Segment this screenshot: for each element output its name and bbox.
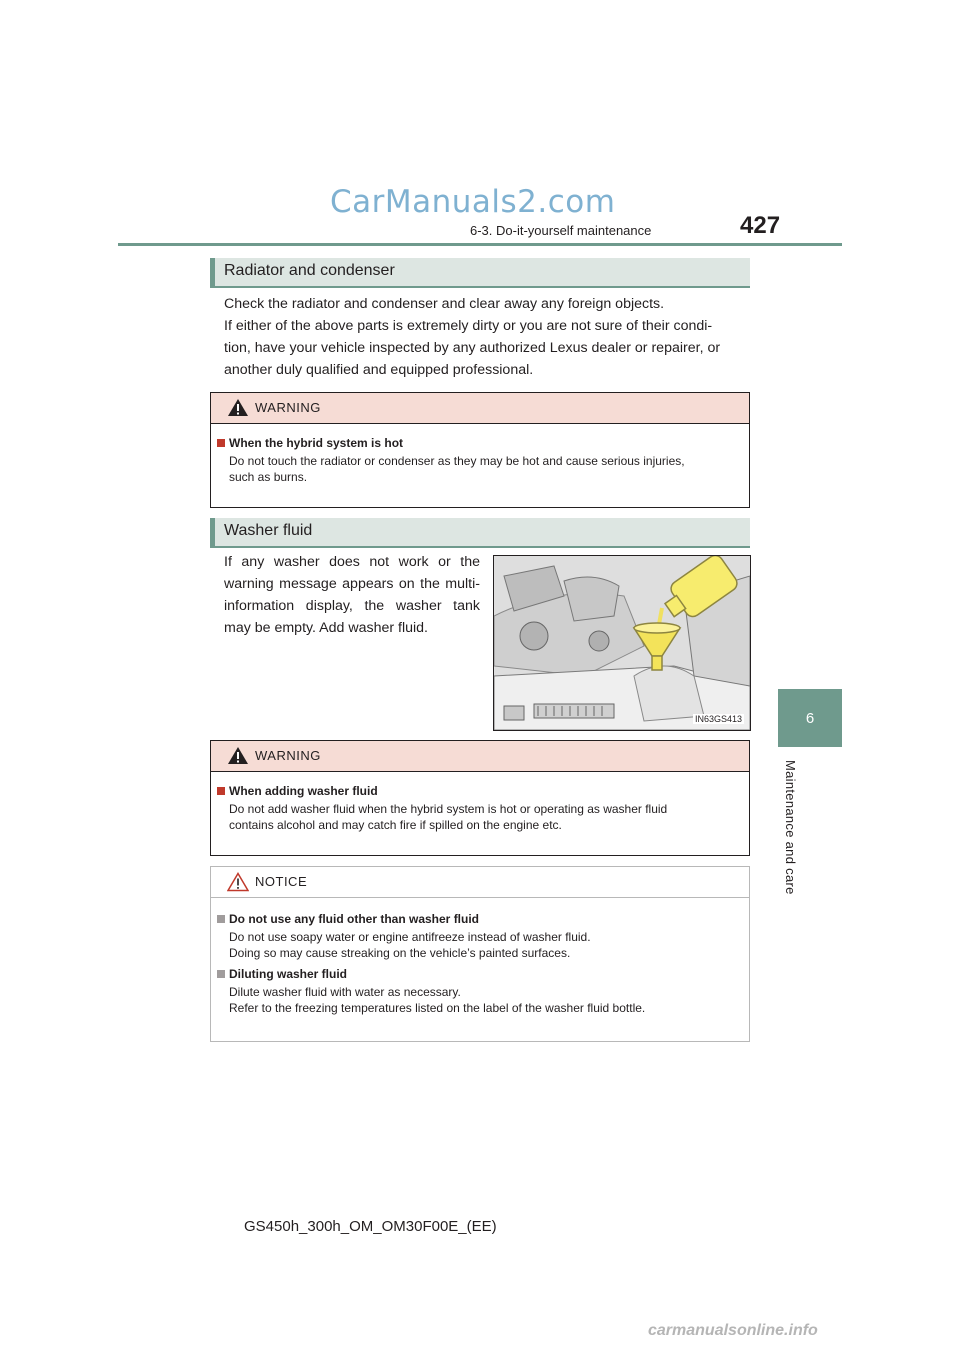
warning-header (211, 393, 749, 424)
notice-item-line: Do not use soapy water or engine antifreeze instead of washer fluid. (229, 930, 591, 944)
footer-code: GS450h_300h_OM_OM30F00E_(EE) (244, 1218, 497, 1235)
warning-item-body (211, 453, 749, 485)
chapter-tab[interactable]: 6 (778, 689, 842, 747)
radiator-paragraph-2-line: tion, have your vehicle inspected by any authorized Lexus dealer or repairer, or (224, 340, 721, 356)
image-code: IN63GS413 (694, 714, 742, 724)
warning-item-line: contains alcohol and may catch fire if spilled on the engine etc. (229, 818, 562, 832)
heading-bar (210, 518, 215, 548)
warning-header (211, 741, 749, 772)
warning-item-line: such as burns. (229, 470, 308, 484)
engine-bay-illustration (493, 555, 751, 731)
warning-triangle-icon (227, 398, 249, 417)
washer-line: warning message appears on the multi- (224, 576, 480, 592)
warning-title: WARNING (255, 400, 321, 415)
watermark-bottom: carmanualsonline.info (648, 1322, 818, 1339)
radiator-heading-text: Radiator and condenser (224, 262, 395, 279)
radiator-heading (210, 258, 750, 288)
washer-line: information display, the washer tank (224, 598, 480, 614)
washer-line: If any washer does not work or the (224, 554, 480, 570)
warning-item (211, 784, 749, 798)
notice-title: NOTICE (255, 874, 308, 889)
warning-item-title: When the hybrid system is hot (229, 436, 404, 450)
bullet-square-icon (217, 439, 225, 447)
washer-line: may be empty. Add washer fluid. (224, 620, 428, 636)
notice-item-line: Dilute washer fluid with water as necessary. (229, 985, 461, 999)
radiator-paragraph-1: Check the radiator and condenser and clear away any foreign objects. (224, 296, 665, 312)
radiator-paragraph-2-line: If either of the above parts is extremely dirty or you are not sure of their condi- (224, 318, 713, 334)
washer-heading-text: Washer fluid (224, 522, 313, 539)
engine-bay-funnel-illustration-icon (494, 556, 750, 730)
notice-item (211, 967, 749, 981)
washer-paragraph (224, 551, 480, 639)
heading-bar (210, 258, 215, 288)
warning-triangle-icon (227, 746, 249, 765)
warning-item (211, 436, 749, 450)
notice-triangle-icon (227, 872, 249, 892)
warning-box-hot-system (210, 392, 750, 508)
warning-item-title: When adding washer fluid (229, 784, 378, 798)
notice-item (211, 912, 749, 926)
warning-title: WARNING (255, 748, 321, 763)
warning-box-washer-fluid (210, 740, 750, 856)
chapter-label: Maintenance and care (783, 760, 798, 895)
page-number: 427 (740, 212, 781, 239)
notice-box (210, 866, 750, 1042)
watermark-top: CarManuals2.com (330, 184, 616, 220)
warning-item-line: Do not add washer fluid when the hybrid system is hot or operating as washer fluid (229, 802, 668, 816)
warning-item-line: Do not touch the radiator or condenser as they may be hot and cause serious injuries, (229, 454, 685, 468)
notice-item-title: Diluting washer fluid (229, 967, 348, 981)
header-rule (118, 243, 842, 246)
bullet-square-icon (217, 915, 225, 923)
notice-item-body (211, 929, 749, 961)
washer-heading (210, 518, 750, 548)
notice-item-line: Doing so may cause streaking on the vehicle’s painted surfaces. (229, 946, 571, 960)
warning-item-body (211, 801, 749, 833)
bullet-square-icon (217, 970, 225, 978)
bullet-square-icon (217, 787, 225, 795)
notice-item-body (211, 984, 749, 1016)
section-title: 6-3. Do-it-yourself maintenance (470, 223, 652, 238)
notice-item-line: Refer to the freezing temperatures listed on the label of the washer fluid bottle. (229, 1001, 646, 1015)
notice-header (211, 867, 749, 898)
radiator-paragraph-2-line: another duly qualified and equipped professional. (224, 362, 534, 378)
radiator-paragraph (224, 293, 748, 381)
notice-item-title: Do not use any fluid other than washer fluid (229, 912, 480, 926)
